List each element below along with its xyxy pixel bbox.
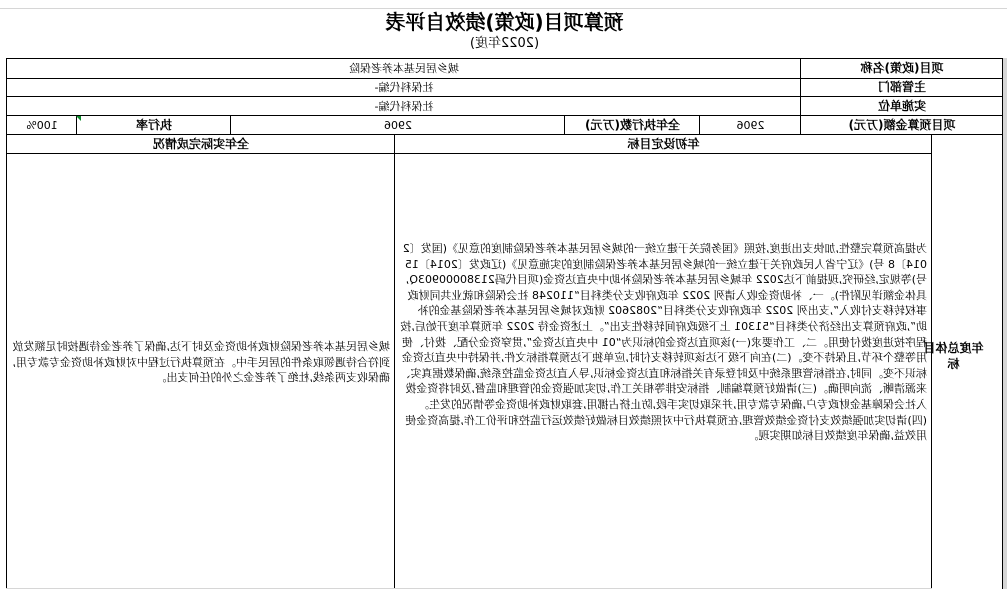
- form-title: 预算项目(政策)绩效自评表: [385, 10, 624, 34]
- unit-label: 实施单位: [878, 99, 927, 113]
- department-label: 主管部门: [878, 80, 927, 94]
- unit-value: 社保科代编-: [374, 100, 434, 113]
- form-year: (2022年度): [469, 36, 540, 51]
- project-name-value: 城乡居民基本养老保险: [349, 62, 459, 75]
- cell-comment-marker: [76, 116, 81, 121]
- exec-rate-label: 执行率: [136, 118, 173, 132]
- row-line: [6, 115, 1003, 116]
- row-line: [6, 153, 932, 154]
- exec-amount-value: 2906: [384, 119, 412, 132]
- exec-amount-label: 全年执行数(万元): [585, 118, 680, 132]
- exec-rate-value: 100%: [26, 119, 58, 132]
- project-name-label: 项目(政策)名称: [860, 61, 944, 75]
- row-line: [6, 96, 1003, 97]
- goals-divider: [394, 134, 395, 589]
- actual-result-header: 全年实际完成情况: [153, 137, 250, 151]
- table-border-top: [6, 58, 1003, 59]
- planned-goal-text: 为提高预算完整性,加快支出进度,按照《国务院关于建立统一的城乡居民基本养老保险制度的意见》(国发〔2014〕8 号)《辽宁省人民政府关于建立统一的城乡居民基本养老保险制度的实施意见》(辽政发〔2014〕15 号)等规定,经研究,现提前下达2022 年城乡居民基本养老保险补助中央直达资金(项目代码21380000903Q,具体金额详见附件)。一、补助资金收入请列 2022 年政府收支分类科目“110248 社会保险和就业共同财政事权转移支付收入”,支出列 2022 年政府收支分类科目“2082602 财政对城乡居民基本养老保险基金的补助”,政府预算支出经济分类科目“51301 上下级政府间转移性支出”。上述资金待 2022 年预算年度开始后,按程序按进度拨付使用。二、工作要求(一)该项直达资金的标识为“01 中央直达资金”,贯穿资金分配、拨付、使用等整个环节,且保持不变。(二)在向下级下达该项转移支付时,应单独下达预算指标文件,并保持中央直达资金标识不变。同时,在指标管理系统中及时登录有关指标和直达资金标识,导入直达资金监控系统,确保数据真实、来源清晰、流向明确。(三)请做好预算编制、指标安排等相关工作,切实加强资金的管理和监督,及时将资金拨入社会保障基金财政专户,确保专款专用,并采取切实手段,防止挤占挪用,套取财政补助资金等情况的发生。(四)请切实加强绩效支付资金绩效管理,在预算执行中对照绩效目标做好绩效运行监控和评价工作,提高资金使用效益,确保年度绩效目标如期实现。: [399, 242, 927, 443]
- row-line: [6, 134, 1003, 135]
- budget-value: 2906: [736, 119, 765, 132]
- actual-result-text: 城乡居民基本养老保险财政补助资金及时下达,确保了养老金待遇按时足额发放到符合待遇领取条件的居民手中。在预算执行过程中对财政补助资金专款专用,确保收支两条线,杜绝了养老金之外的任何支出。: [12, 340, 390, 385]
- sheet-gridline: [0, 8, 1007, 9]
- goals-row-label: 年度总体目标: [923, 341, 984, 371]
- row-line: [6, 78, 1003, 79]
- sheet-gridline: [1003, 58, 1007, 589]
- planned-goal-header: 年初设定目标: [627, 137, 700, 151]
- budget-label: 项目预算金额(万元): [848, 118, 956, 132]
- department-value: 社保科代编-: [374, 81, 434, 94]
